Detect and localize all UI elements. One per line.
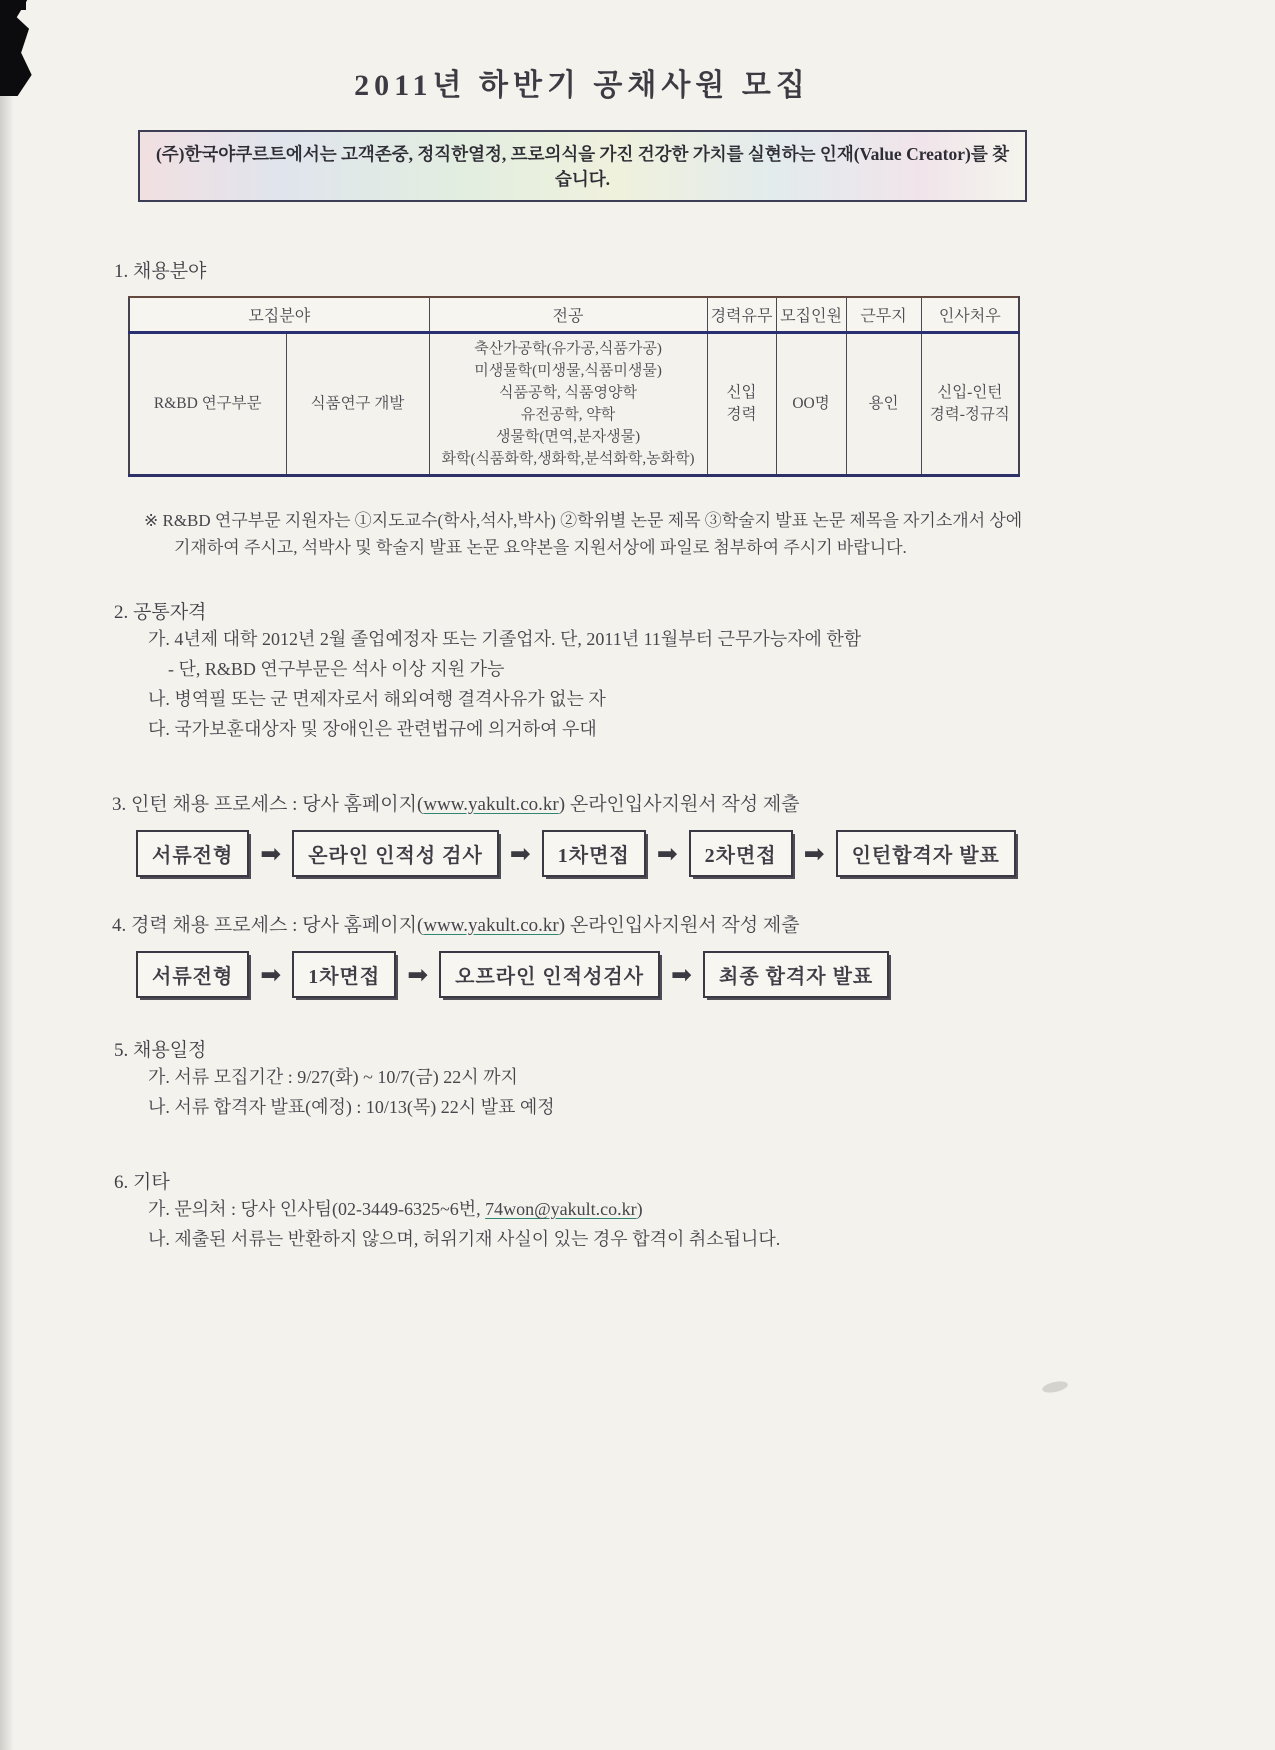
- process-step-box: 최종 합격자 발표: [703, 951, 889, 998]
- heading-text: 4. 경력 채용 프로세스 : 당사 홈페이지(: [112, 915, 424, 936]
- table-row: [129, 333, 1019, 476]
- major-item: 유전공학, 약학: [520, 407, 616, 423]
- yakult-website-link[interactable]: www.yakult.co.kr: [423, 794, 559, 815]
- section6: [112, 1167, 1052, 1254]
- arrow-right-icon: ➡: [656, 839, 678, 868]
- col-header-career-type: 경력유무: [707, 297, 776, 333]
- intern-process-flow: [136, 830, 1052, 877]
- document-content: [112, 0, 1052, 1254]
- career-type-line: 경력: [726, 406, 757, 423]
- arrow-right-icon: ➡: [509, 839, 531, 868]
- career-type-line: 신입: [726, 384, 757, 401]
- heading-text: 3. 인턴 채용 프로세스 : 당사 홈페이지(: [112, 794, 424, 815]
- cell-role: 식품연구 개발: [286, 333, 429, 476]
- col-header-recruit-field: 모집분야: [129, 297, 429, 333]
- list-item: 나. 병역필 또는 군 면제자로서 해외여행 결격사유가 없는 자: [148, 689, 606, 709]
- arrow-right-icon: ➡: [671, 960, 692, 989]
- table-header-row: [129, 297, 1019, 333]
- major-item: 식품공학, 식품영양학: [499, 385, 637, 401]
- recruitment-table: [128, 296, 1020, 477]
- col-header-location: 근무지: [846, 297, 921, 333]
- major-item: 생물학(면역,분자생물): [495, 429, 641, 445]
- section5: [112, 1035, 1052, 1122]
- cell-division: R&BD 연구부문: [129, 333, 286, 476]
- section6-heading: 6. 기타: [114, 1172, 170, 1193]
- cell-headcount: OO명: [776, 333, 846, 476]
- treatment-line: 경력-정규직: [929, 406, 1010, 423]
- process-step-box: 1차면접: [292, 951, 396, 998]
- arrow-right-icon: ➡: [407, 960, 429, 989]
- scan-artifact-top-edge: [0, 0, 26, 10]
- col-header-headcount: 모집인원: [776, 297, 846, 333]
- process-step-box: 2차면접: [689, 830, 793, 877]
- table-note-line1: ※ R&BD 연구부문 지원자는 ①지도교수(학사,석사,박사) ②학위별 논문 제목 ③학술지 발표 논문 제목을 자기소개서 상에: [144, 511, 1023, 530]
- arrow-right-icon: ➡: [803, 839, 825, 868]
- contact-text: 가. 문의처 : 당사 인사팀(02-3449-6325~6번,: [148, 1199, 486, 1219]
- process-step-box: 서류전형: [136, 830, 249, 877]
- cell-majors: [429, 333, 707, 476]
- document-title: 2011년 하반기 공채사원 모집: [354, 69, 810, 102]
- cell-location: 용인: [846, 333, 921, 476]
- section4: [112, 911, 1052, 998]
- cell-treatment: [921, 333, 1019, 476]
- list-item: [148, 1194, 1052, 1224]
- process-step-box: 서류전형: [136, 951, 249, 998]
- process-step-box: 1차면접: [542, 830, 646, 877]
- list-item: 나. 서류 합격자 발표(예정) : 10/13(목) 22시 발표 예정: [148, 1097, 555, 1117]
- scan-artifact-corner: [0, 0, 44, 96]
- process-step-box: 오프라인 인적성검사: [439, 951, 660, 998]
- process-step-box: 온라인 인적성 검사: [292, 830, 499, 877]
- section2: [112, 597, 1052, 744]
- col-header-major: 전공: [429, 297, 707, 333]
- major-item: 미생물학(미생물,식품미생물): [474, 363, 662, 379]
- heading-text: ) 온라인입사지원서 작성 제출: [558, 915, 800, 936]
- table-note: [112, 507, 1052, 561]
- arrow-right-icon: ➡: [260, 839, 282, 868]
- process-step-box: 인턴합격자 발표: [836, 830, 1016, 877]
- section3: [112, 790, 1052, 877]
- contact-text: ): [636, 1199, 643, 1219]
- major-item: 축산가공학(유가공,식품가공): [474, 341, 662, 357]
- career-process-flow: [136, 951, 1052, 998]
- heading-text: ) 온라인입사지원서 작성 제출: [558, 794, 800, 815]
- section2-heading: 2. 공통자격: [114, 602, 207, 623]
- arrow-right-icon: ➡: [260, 960, 282, 989]
- section3-heading: [112, 790, 1052, 820]
- intro-banner: (주)한국야쿠르트에서는 고객존중, 정직한열정, 프로의식을 가진 건강한 가치를 실현하는 인재(Value Creator)를 찾습니다.: [138, 130, 1027, 202]
- contact-email-link[interactable]: 74won@yakult.co.kr: [485, 1199, 637, 1219]
- major-item: 화학(식품화학,생화학,분석화학,농화학): [441, 451, 695, 467]
- list-item: 나. 제출된 서류는 반환하지 않으며, 허위기재 사실이 있는 경우 합격이 취소됩니다.: [148, 1229, 781, 1249]
- table-note-line2: 기재하여 주시고, 석박사 및 학술지 발표 논문 요약본을 지원서상에 파일로 첨부하여 주시기 바랍니다.: [174, 538, 907, 557]
- list-item: 가. 서류 모집기간 : 9/27(화) ~ 10/7(금) 22시 까지: [148, 1067, 518, 1087]
- section1-heading: 1. 채용분야: [114, 261, 207, 282]
- section5-heading: 5. 채용일정: [114, 1040, 207, 1061]
- cell-career-type: [707, 333, 776, 476]
- col-header-treatment: 인사처우: [921, 297, 1019, 333]
- yakult-website-link[interactable]: www.yakult.co.kr: [423, 915, 559, 936]
- list-item: 가. 4년제 대학 2012년 2월 졸업예정자 또는 기졸업자. 단, 2011년 11월부터 근무가능자에 한함: [148, 629, 862, 649]
- scanner-edge-shadow: [0, 0, 14, 1750]
- list-item: 다. 국가보훈대상자 및 장애인은 관련법규에 의거하여 우대: [148, 719, 597, 739]
- scan-smudge: [1041, 1379, 1069, 1394]
- section4-heading: [112, 911, 1052, 941]
- list-item-sub: - 단, R&BD 연구부문은 석사 이상 지원 가능: [168, 659, 505, 679]
- treatment-line: 신입-인턴: [937, 384, 1003, 401]
